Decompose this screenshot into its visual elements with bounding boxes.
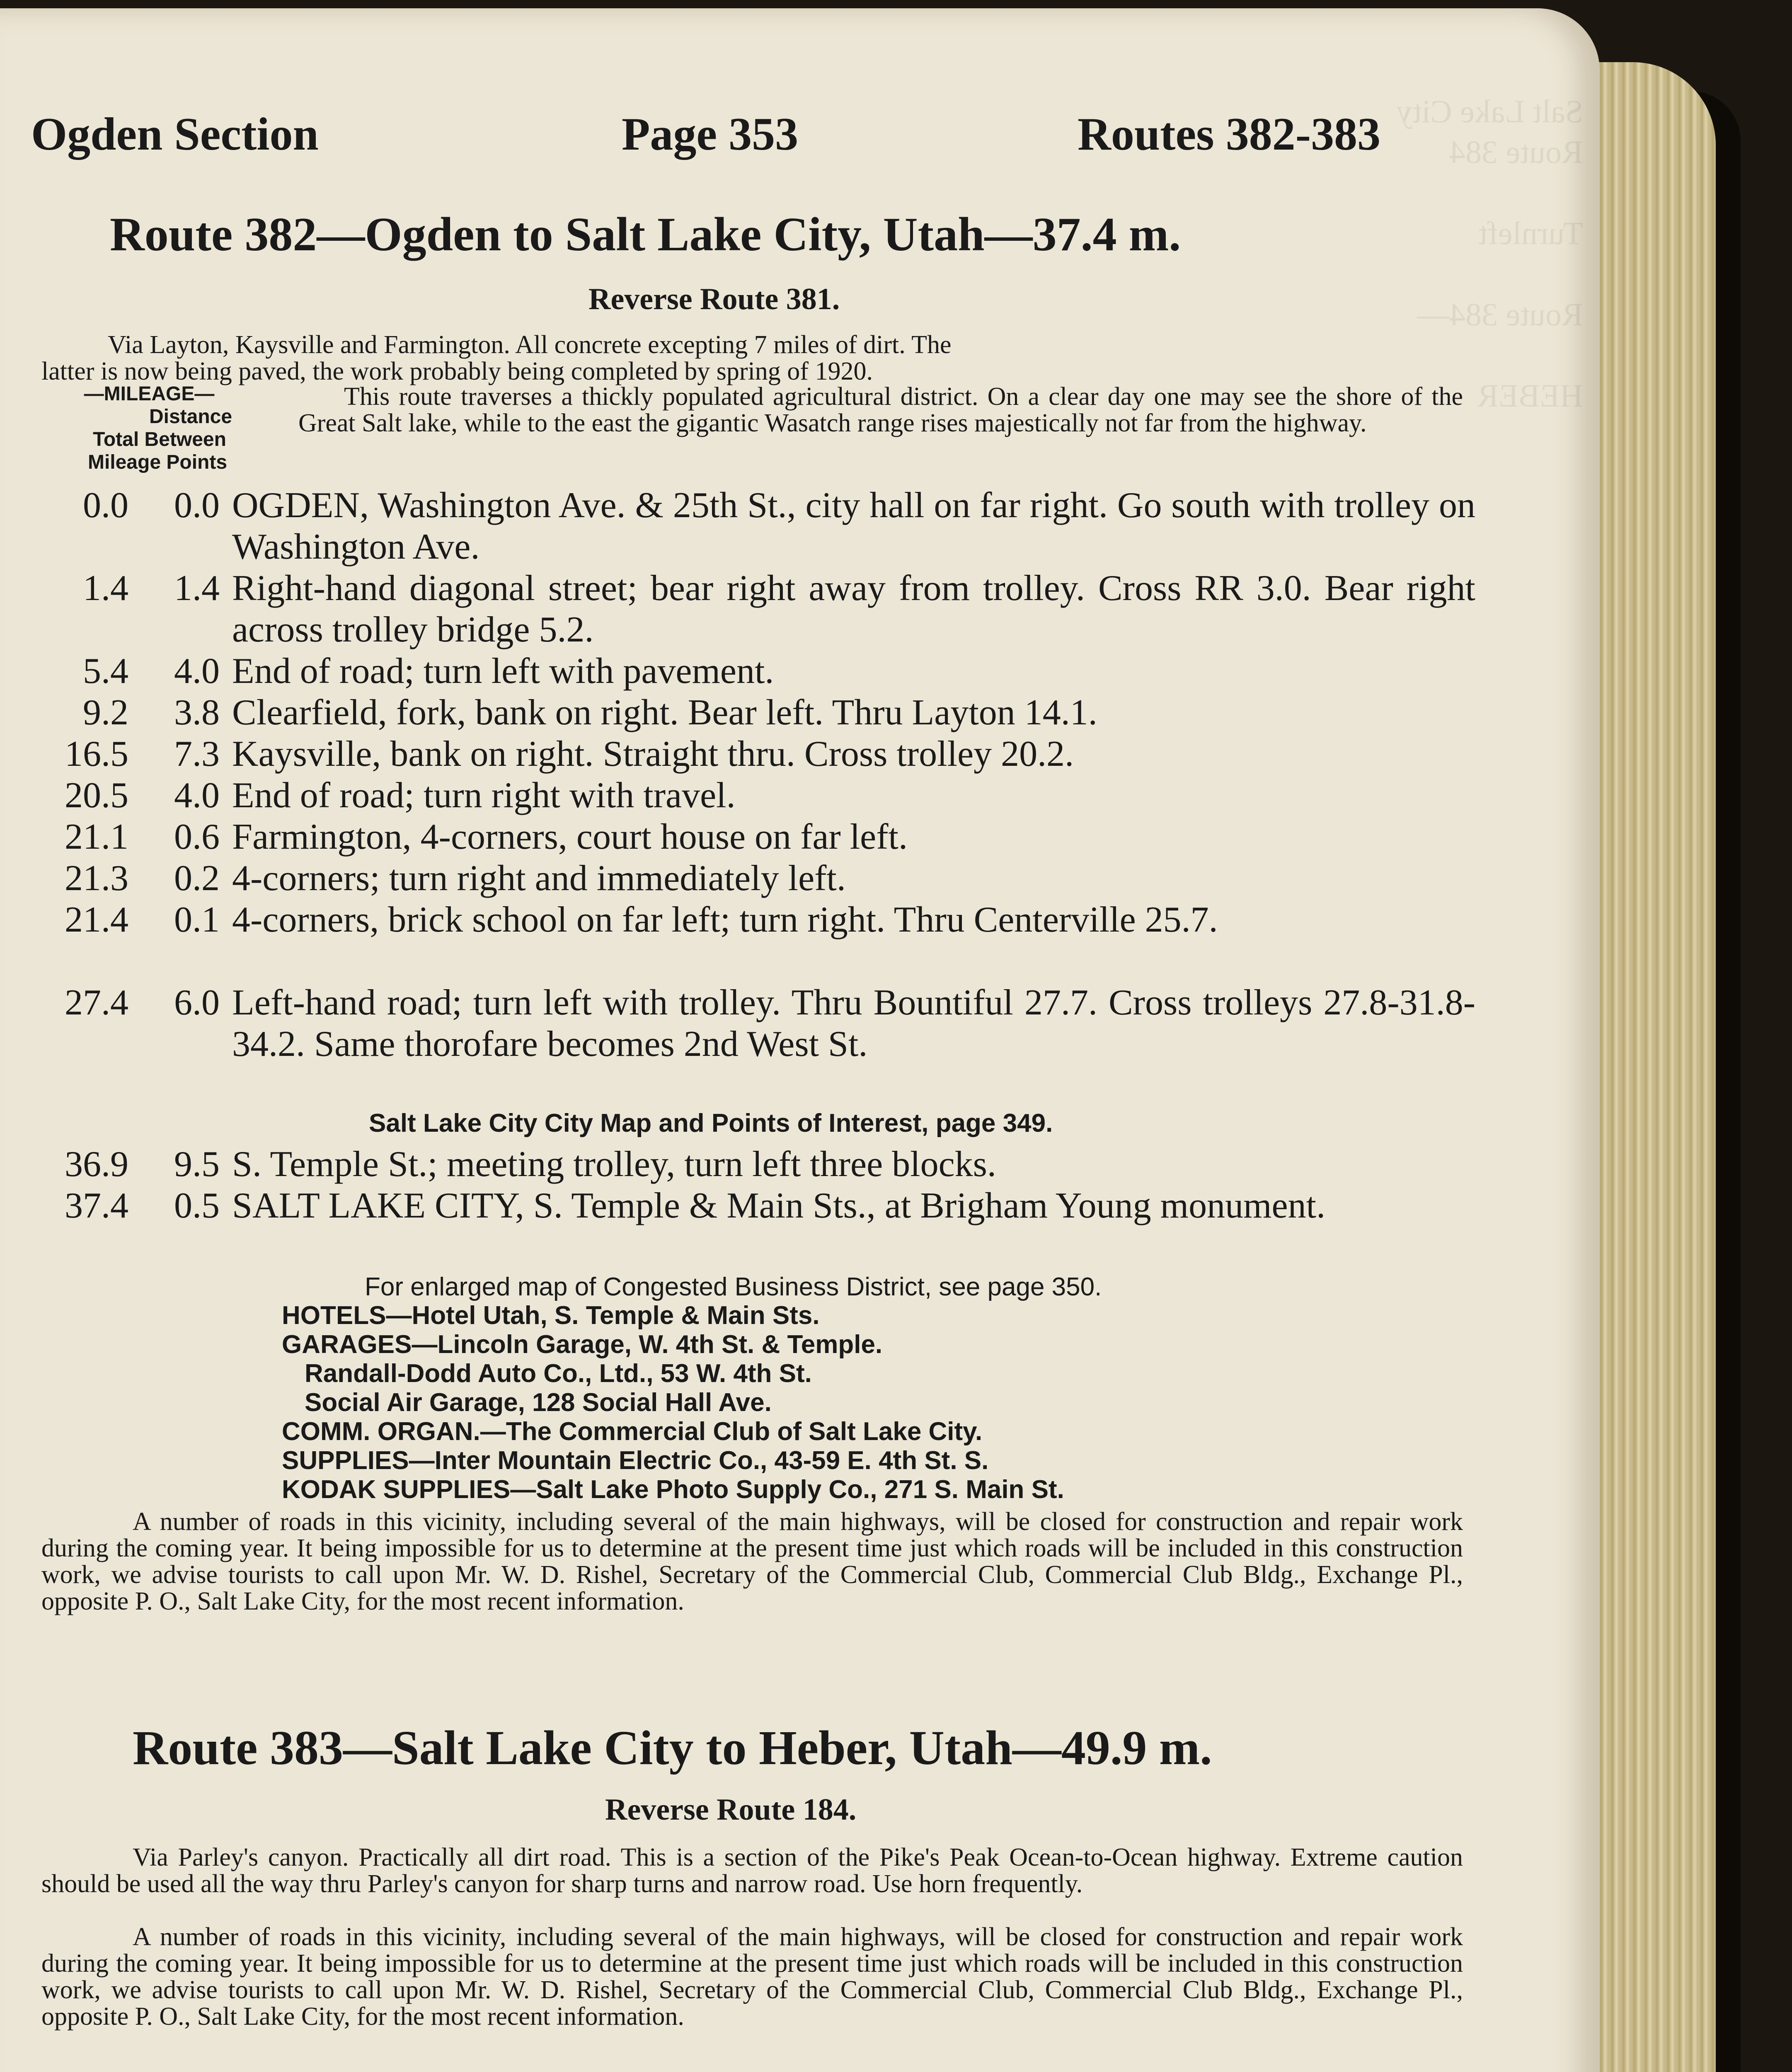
total-between-label: Total Between xyxy=(93,428,226,450)
row-distance: 0.2 xyxy=(174,858,220,898)
route-383-reverse: Reverse Route 184. xyxy=(605,1793,857,1827)
route-382-intro-line1: Via Layton, Kaysville and Farmington. All concrete excepting 7 miles of dirt. The xyxy=(108,331,952,359)
route-382-reverse: Reverse Route 381. xyxy=(588,282,840,316)
mileage-label: —MILEAGE— xyxy=(84,383,215,405)
supplies-entry: SUPPLIES—Inter Mountain Electric Co., 43-59 E. 4th St. S. xyxy=(282,1446,989,1475)
route-382-row xyxy=(41,858,1475,899)
row-distance: 0.5 xyxy=(174,1186,220,1226)
kodak-supplies-entry: KODAK SUPPLIES—Salt Lake Photo Supply Co., 271 S. Main St. xyxy=(282,1475,1064,1504)
row-total: 16.5 xyxy=(65,734,128,774)
row-total: 1.4 xyxy=(83,568,128,608)
directory-list xyxy=(282,1301,1064,1504)
row-total: 37.4 xyxy=(65,1186,128,1226)
comm-organ-entry: COMM. ORGAN.—The Commercial Club of Salt Lake City. xyxy=(282,1417,983,1446)
row-distance: 3.8 xyxy=(174,692,220,733)
row-total: 20.5 xyxy=(65,775,128,816)
route-382-row xyxy=(41,568,1475,651)
show-through-text: Salt Lake City Route 384 Turnleft Route 384— HEBER xyxy=(1396,93,1583,414)
row-total: 36.9 xyxy=(65,1144,128,1184)
route-382-row xyxy=(41,485,1475,568)
route-382-row xyxy=(41,692,1475,733)
row-distance: 4.0 xyxy=(174,651,220,691)
route-382-row xyxy=(41,1185,1475,1268)
garages-entry: GARAGES—Lincoln Garage, W. 4th St. & Temple. xyxy=(282,1330,883,1359)
route-382-row xyxy=(41,733,1475,775)
row-total: 0.0 xyxy=(83,485,128,525)
row-total: 21.1 xyxy=(65,817,128,857)
route-382-row xyxy=(41,651,1475,692)
row-distance: 0.0 xyxy=(174,485,220,525)
route-382-closure-note: A number of roads in this vicinity, including several of the main highways, will be closed for construction and repair work during the coming year. It being impossible for us to determine at the present time just which roads will be included in this construction work, we advise tourists to call upon Mr. W. D. Rishel, Secretary of the Commercial Club, Commercial Club Bldg., Exchange Pl., opposite P. O., Salt Lake City, for the most recent information. xyxy=(41,1508,1463,1615)
book-page xyxy=(0,8,1600,2072)
row-distance: 6.0 xyxy=(174,983,220,1023)
hotels-entry: HOTELS—Hotel Utah, S. Temple & Main Sts. xyxy=(282,1301,820,1330)
route-382-intro-line2: latter is now being paved, the work probably being completed by spring of 1920. xyxy=(41,357,873,385)
row-direction: 4-corners, brick school on far left; turn right. Thru Centerville 25.7. xyxy=(232,900,1218,940)
route-383-intro: Via Parley's canyon. Practically all dirt road. This is a section of the Pike's Peak Ocean-to-Ocean highway. Extreme caution should be used all the way thru Parley's canyon for sharp turns and narrow road. Use horn frequently. xyxy=(41,1843,1463,1898)
header-section: Ogden Section xyxy=(31,109,319,160)
row-direction: 4-corners; turn right and immediately left. xyxy=(232,858,846,898)
route-382-intro-rest: This route traverses a thickly populated agricultural district. On a clear day one may see the shore of the Great Salt lake, while to the east the gigantic Wasatch range rises majestically not far from the highway. xyxy=(298,382,1463,437)
row-distance: 7.3 xyxy=(174,734,220,774)
garage-entry: Social Air Garage, 128 Social Hall Ave. xyxy=(305,1388,772,1417)
route-382-row xyxy=(41,775,1475,816)
row-direction: End of road; turn right with travel. xyxy=(232,775,736,816)
row-total: 27.4 xyxy=(65,983,128,1023)
row-distance: 0.1 xyxy=(174,900,220,940)
garage-entry: Randall-Dodd Auto Co., Ltd., 53 W. 4th St. xyxy=(305,1359,812,1388)
route-382-title: Route 382—Ogden to Salt Lake City, Utah—37.4 m. xyxy=(110,208,1181,261)
header-page-number: Page 353 xyxy=(622,109,799,160)
row-direction: Farmington, 4-corners, court house on far left. xyxy=(232,817,908,857)
distance-label: Distance xyxy=(149,406,232,428)
route-382-row xyxy=(41,816,1475,858)
route-382-row xyxy=(41,1144,1475,1185)
row-distance: 0.6 xyxy=(174,817,220,857)
row-direction: Clearfield, fork, bank on right. Bear left. Thru Layton 14.1. xyxy=(232,692,1097,733)
row-direction: Kaysville, bank on right. Straight thru. Cross trolley 20.2. xyxy=(232,734,1074,774)
route-382-row xyxy=(41,982,1475,1106)
enlarged-map-note: For enlarged map of Congested Business District, see page 350. xyxy=(365,1273,1102,1301)
row-direction: SALT LAKE CITY, S. Temple & Main Sts., at Brigham Young monument. xyxy=(232,1186,1326,1226)
route-382-row xyxy=(41,899,1475,982)
route-383-closure-note: A number of roads in this vicinity, including several of the main highways, will be closed for construction and repair work during the coming year. It being impossible for us to determine at the present time just which roads will be included in this construction work, we advise tourists to call upon Mr. W. D. Rishel, Secretary of the Commercial Club, Commercial Club Bldg., Exchange Pl., opposite P. O., Salt Lake City, for the most recent information. xyxy=(41,1923,1463,2031)
header-routes: Routes 382-383 xyxy=(1078,109,1381,160)
row-total: 9.2 xyxy=(83,692,128,733)
city-map-note: Salt Lake City City Map and Points of Interest, page 349. xyxy=(369,1109,1053,1138)
row-total: 5.4 xyxy=(83,651,128,691)
row-total: 21.3 xyxy=(65,858,128,898)
row-direction: End of road; turn left with pavement. xyxy=(232,651,774,691)
row-total: 21.4 xyxy=(65,900,128,940)
row-direction: S. Temple St.; meeting trolley, turn left three blocks. xyxy=(232,1144,996,1184)
row-direction: OGDEN, Washington Ave. & 25th St., city hall on far right. Go south with trolley on Washington Ave. xyxy=(232,485,1475,567)
row-direction: Right-hand diagonal street; bear right away from trolley. Cross RR 3.0. Bear right across trolley bridge 5.2. xyxy=(232,568,1475,650)
row-direction: Left-hand road; turn left with trolley. Thru Bountiful 27.7. Cross trolleys 27.8-31.8-34.2. Same thorofare becomes 2nd West St. xyxy=(232,983,1475,1064)
row-distance: 1.4 xyxy=(174,568,220,608)
row-distance: 9.5 xyxy=(174,1144,220,1184)
row-distance: 4.0 xyxy=(174,775,220,816)
mileage-points-label: Mileage Points xyxy=(87,451,228,473)
route-383-title: Route 383—Salt Lake City to Heber, Utah—49.9 m. xyxy=(133,1721,1212,1775)
